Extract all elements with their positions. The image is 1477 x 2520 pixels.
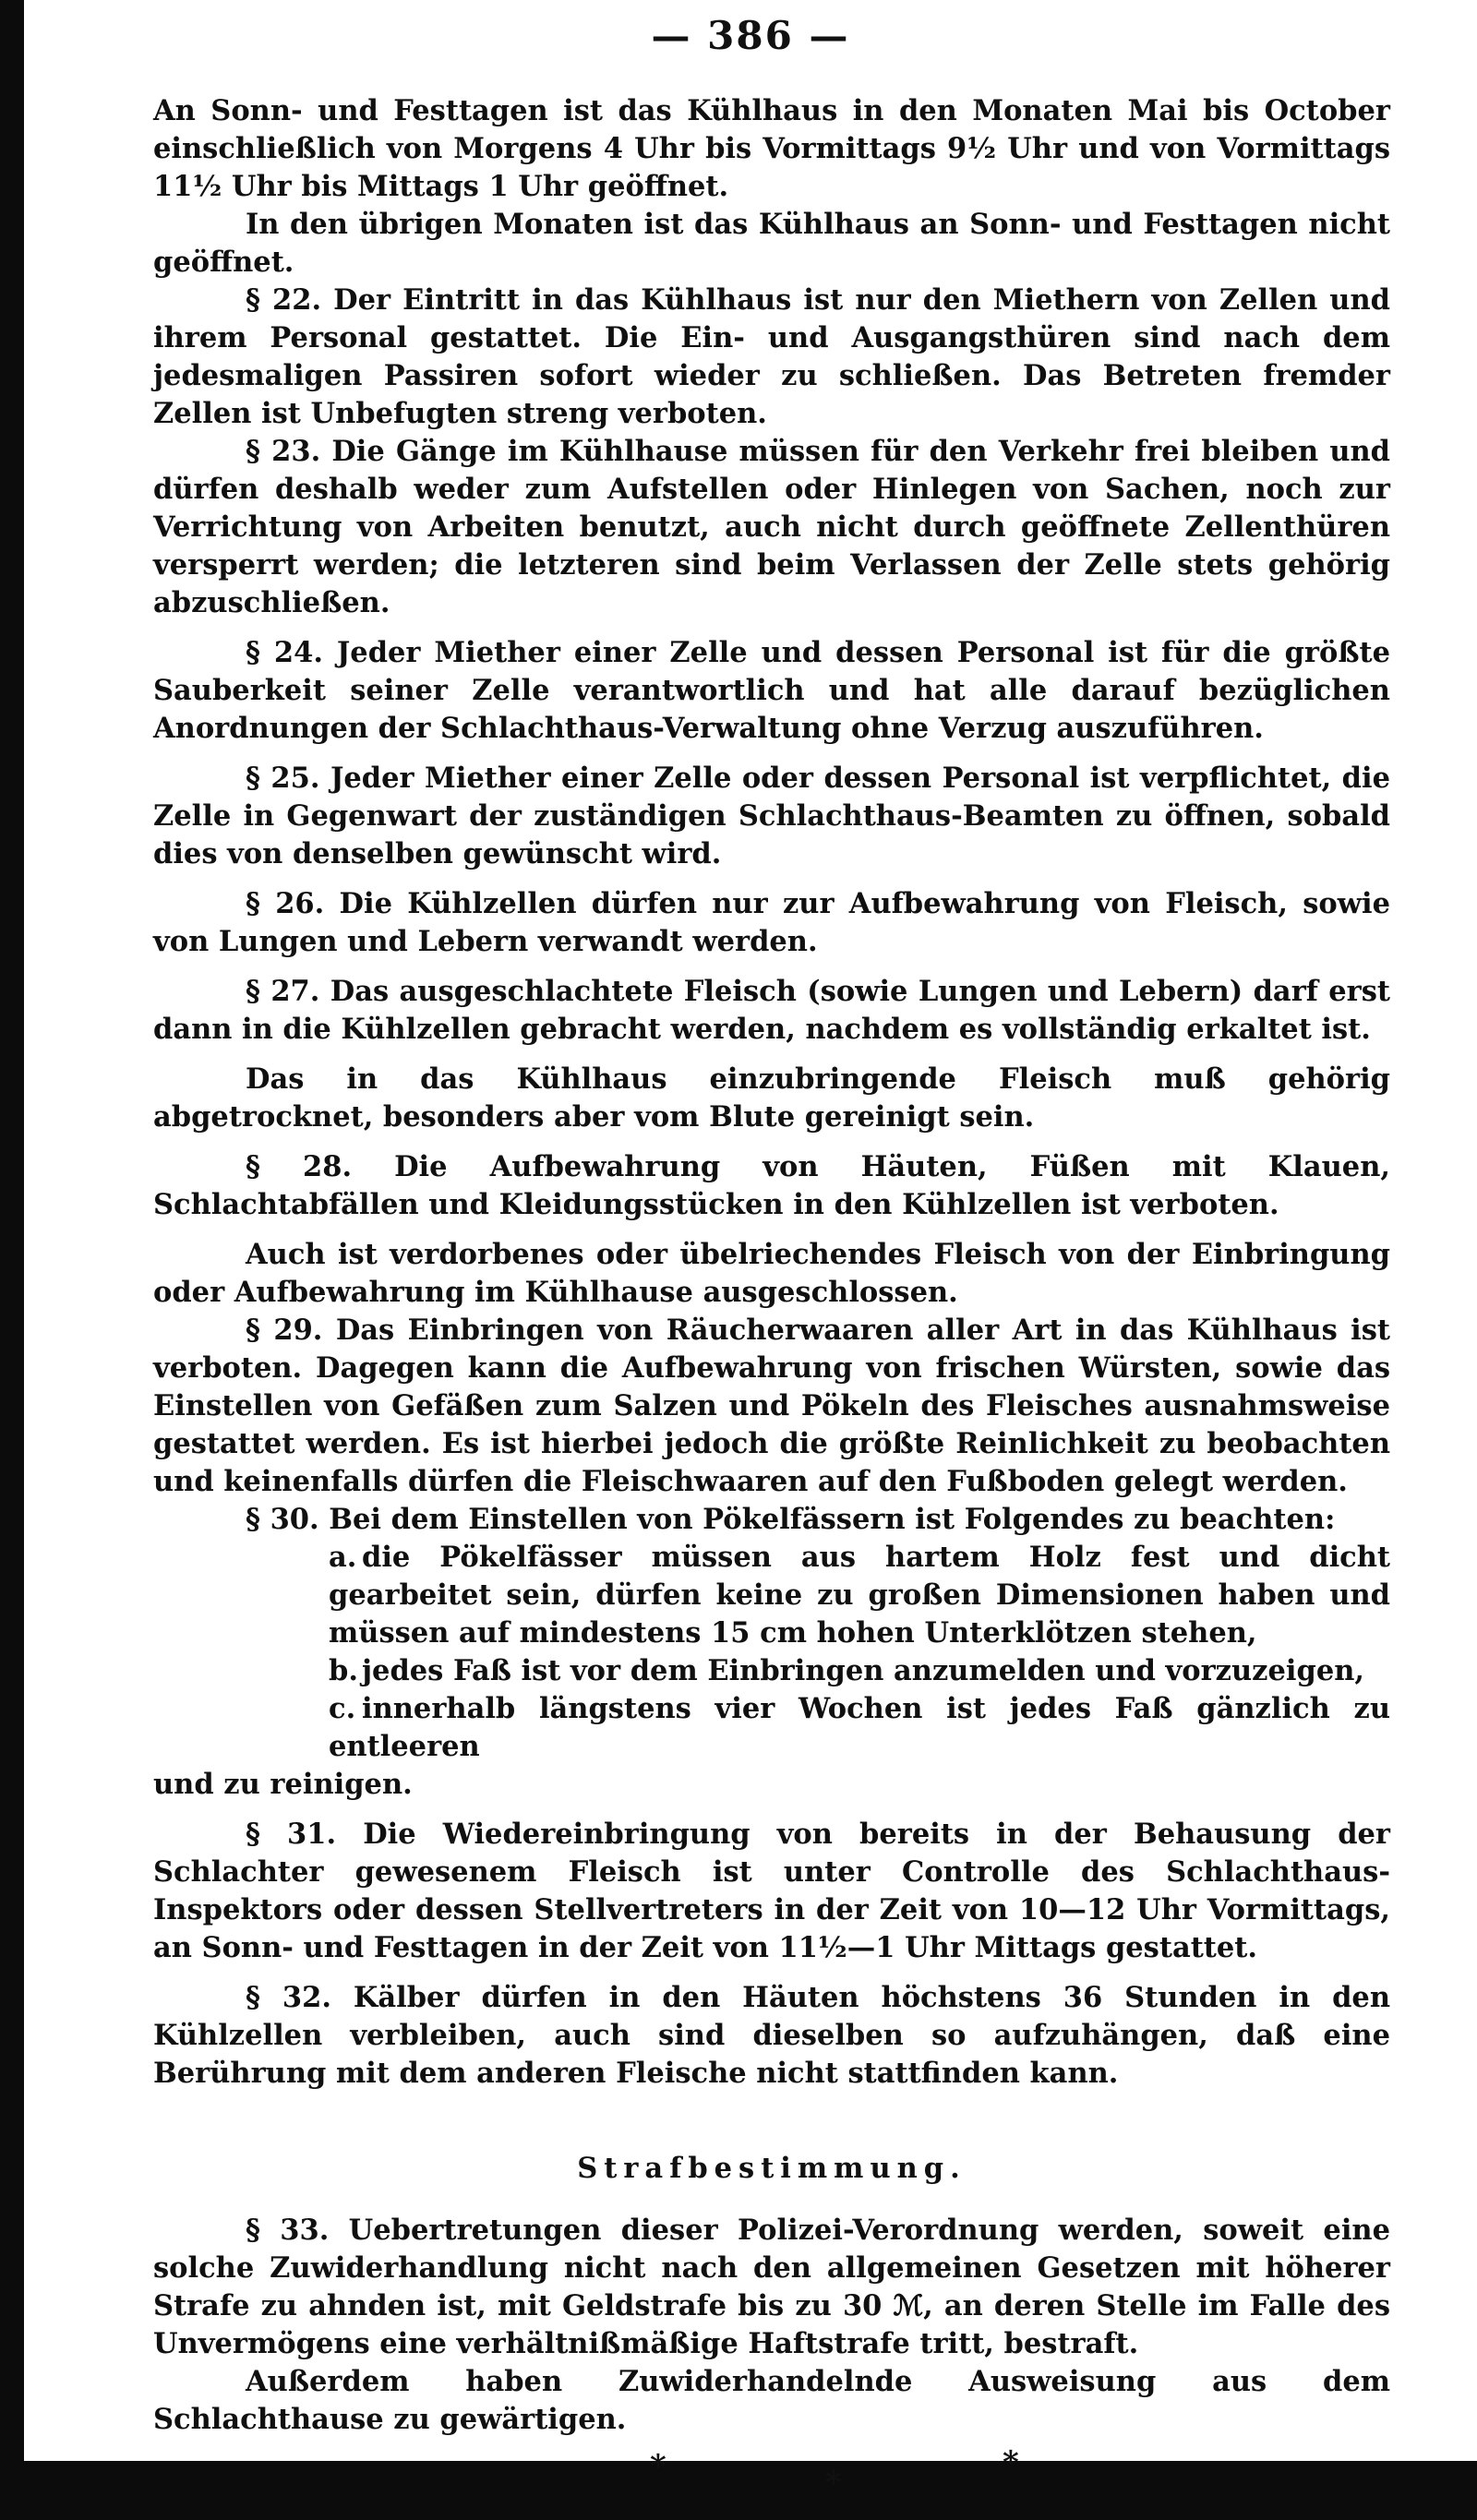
asterisk: * xyxy=(650,2448,666,2485)
list-continuation: und zu reinigen. xyxy=(153,1768,413,1801)
section-28: § 28. Die Aufbewahrung von Häuten, Füßen mit Klauen, Schlachtabfällen und Kleidungsstücken in den Kühlzellen ist verboten. xyxy=(153,1150,1390,1221)
paragraph: Auch ist verdorbenes oder übelriechendes Fleisch von der Einbringung oder Aufbewahrung im Kühlhause ausgeschlossen. xyxy=(153,1238,1390,1309)
section-33: § 33. Uebertretungen dieser Polizei-Verordnung werden, soweit eine solche Zuwiderhandlung nicht nach den allgemeinen Gesetzen mit höherer Strafe zu ahnden ist, mit Geldstrafe bis zu 30 ℳ, an deren Stelle im Falle des Unvermögens eine verhältnißmäßige Haftstrafe tritt, bestraft. xyxy=(153,2214,1390,2360)
paragraph: Außerdem haben Zuwiderhandelnde Ausweisung aus dem Schlachthause zu gewärtigen. xyxy=(153,2365,1390,2436)
section-27: § 27. Das ausgeschlachtete Fleisch (sowie Lungen und Lebern) darf erst dann in die Kühlzellen gebracht werden, nachdem es vollständig erkaltet ist. xyxy=(153,975,1390,1046)
section-24: § 24. Jeder Miether einer Zelle und dessen Personal ist für die größte Sauberkeit seiner Zelle verantwortlich und hat alle darauf bezüglichen Anordnungen der Schlachthaus-Verwaltung ohne Verzug auszuführen. xyxy=(153,636,1390,745)
list-item-label: c. xyxy=(329,1692,356,1725)
document-page xyxy=(24,0,1477,2502)
section-23: § 23. Die Gänge im Kühlhause müssen für den Verkehr frei bleiben und dürfen deshalb weder zum Aufstellen oder Hinlegen von Sachen, noch zur Verrichtung von Arbeiten benutzt, auch nicht durch geöffnete Zellenthüren versperrt werden; die letzteren sind beim Verlassen der Zelle stets gehörig abzuschließen. xyxy=(153,435,1390,619)
section-heading: Strafbestimmung. xyxy=(577,2152,967,2185)
section-26: § 26. Die Kühlzellen dürfen nur zur Aufbewahrung von Fleisch, sowie von Lungen und Lebern verwandt werden. xyxy=(153,887,1390,958)
section-32: § 32. Kälber dürfen in den Häuten höchstens 36 Stunden in den Kühlzellen verbleiben, auch sind dieselben so aufzuhängen, daß eine Berührung mit dem anderen Fleische nicht stattfinden kann. xyxy=(153,1981,1390,2090)
paragraph: An Sonn- und Festtagen ist das Kühlhaus in den Monaten Mai bis October einschließlich von Morgens 4 Uhr bis Vormittags 9½ Uhr und von Vormittags 11½ Uhr bis Mittags 1 Uhr geöffnet. xyxy=(153,94,1390,203)
list-item-label: b. xyxy=(329,1654,358,1687)
page-number: — 386 — xyxy=(651,13,850,58)
list-item xyxy=(329,1652,1390,1690)
section-25: § 25. Jeder Miether einer Zelle oder dessen Personal ist verpflichtet, die Zelle in Gegenwart der zuständigen Schlachthaus-Beamten zu öffnen, sobald dies von denselben gewünscht wird. xyxy=(153,762,1390,870)
asterisk: * xyxy=(825,2465,842,2502)
section-29: § 29. Das Einbringen von Räucherwaaren aller Art in das Kühlhaus ist verboten. Dagegen kann die Aufbewahrung von frischen Würsten, sowie das Einstellen von Gefäßen zum Salzen und Pökeln des Fleisches ausnahmsweise gestattet werden. Es ist hierbei jedoch die größte Reinlichkeit zu beobachten und keinenfalls dürfen die Fleischwaaren auf den Fußboden gelegt werden. xyxy=(153,1314,1390,1498)
list-item-text: jedes Faß ist vor dem Einbringen anzumelden und vorzuzeigen, xyxy=(362,1654,1365,1687)
paragraph: Das in das Kühlhaus einzubringende Fleisch muß gehörig abgetrocknet, besonders aber vom Blute gereinigt sein. xyxy=(153,1062,1390,1134)
section-31: § 31. Die Wiedereinbringung von bereits in der Behausung der Schlachter gewesenem Fleisch ist unter Controlle des Schlachthaus-Inspektors oder dessen Stellvertreters in der Zeit von 10—12 Uhr Vormittags, an Sonn- und Festtagen in der Zeit von 11½—1 Uhr Mittags gestattet. xyxy=(153,1818,1390,1964)
list-item xyxy=(329,1539,1390,1652)
section-22: § 22. Der Eintritt in das Kühlhaus ist nur den Miethern von Zellen und ihrem Personal gestattet. Die Ein- und Ausgangsthüren sind nach dem jedesmaligen Passiren sofort wieder zu schließen. Das Betreten fremder Zellen ist Unbefugten streng verboten. xyxy=(153,283,1390,430)
paragraph: In den übrigen Monaten ist das Kühlhaus an Sonn- und Festtagen nicht geöffnet. xyxy=(153,208,1390,279)
list-item xyxy=(329,1690,1390,1766)
list-item-text: die Pökelfässer müssen aus hartem Holz fest und dicht gearbeitet sein, dürfen keine zu großen Dimensionen haben und müssen auf mindestens 15 cm hohen Unterklötzen stehen, xyxy=(329,1541,1390,1650)
document-body xyxy=(153,92,1390,2520)
list-item-text: innerhalb längstens vier Wochen ist jedes Faß gänzlich zu entleeren xyxy=(329,1692,1390,1763)
asterism xyxy=(153,2446,1390,2520)
list-item-label: a. xyxy=(329,1541,357,1574)
section-30: § 30. Bei dem Einstellen von Pökelfässern ist Folgendes zu beachten: xyxy=(246,1503,1336,1536)
asterisk: * xyxy=(1003,2444,1019,2481)
